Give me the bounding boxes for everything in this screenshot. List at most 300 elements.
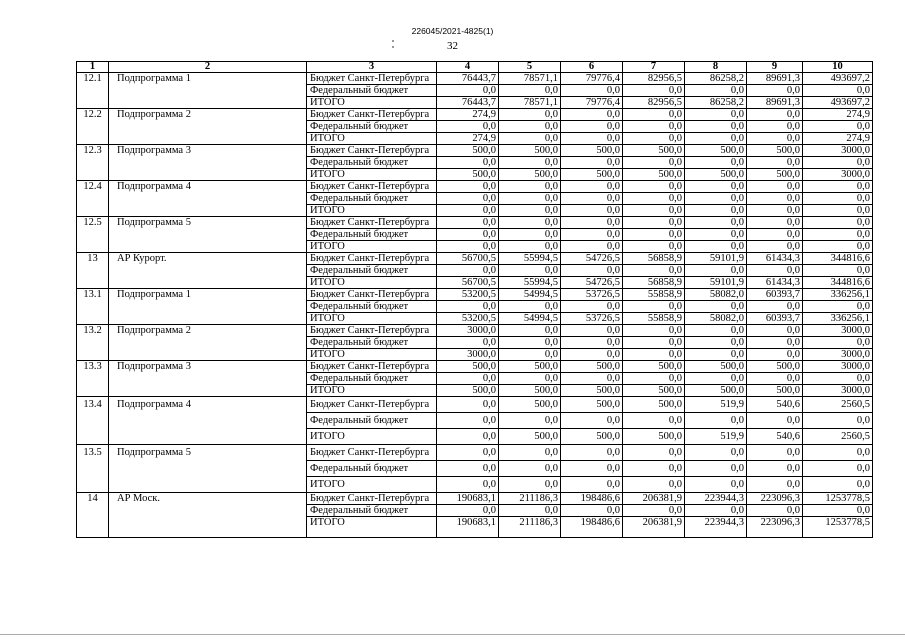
- amount-cell: 1253778,5: [803, 493, 873, 505]
- amount-cell: 0,0: [803, 445, 873, 461]
- funding-source: Бюджет Санкт-Петербурга: [307, 493, 437, 505]
- row-name: АР Курорт.: [109, 253, 307, 289]
- amount-cell: 500,0: [685, 385, 747, 397]
- amount-cell: 0,0: [561, 217, 623, 229]
- amount-cell: 500,0: [437, 169, 499, 181]
- funding-source: Федеральный бюджет: [307, 413, 437, 429]
- table-row: [77, 445, 873, 461]
- amount-cell: 0,0: [623, 193, 685, 205]
- funding-source: Бюджет Санкт-Петербурга: [307, 397, 437, 413]
- amount-cell: 0,0: [561, 301, 623, 313]
- amount-cell: 89691,3: [747, 73, 803, 85]
- amount-cell: 274,9: [803, 133, 873, 145]
- amount-cell: 540,6: [747, 397, 803, 413]
- amount-cell: 0,0: [685, 217, 747, 229]
- amount-cell: 55994,5: [499, 253, 561, 265]
- amount-cell: 0,0: [499, 349, 561, 361]
- amount-cell: 0,0: [747, 301, 803, 313]
- funding-source: Бюджет Санкт-Петербурга: [307, 361, 437, 373]
- amount-cell: 0,0: [623, 265, 685, 277]
- amount-cell: 0,0: [623, 445, 685, 461]
- amount-cell: 198486,6: [561, 493, 623, 505]
- page-edge-line: [0, 634, 905, 635]
- amount-cell: 0,0: [561, 445, 623, 461]
- amount-cell: 0,0: [685, 325, 747, 337]
- amount-cell: 0,0: [747, 205, 803, 217]
- amount-cell: 0,0: [685, 85, 747, 97]
- amount-cell: 0,0: [803, 217, 873, 229]
- amount-cell: 0,0: [623, 85, 685, 97]
- amount-cell: 1253778,5: [803, 517, 873, 538]
- amount-cell: 0,0: [499, 445, 561, 461]
- amount-cell: 500,0: [499, 429, 561, 445]
- amount-cell: 0,0: [747, 133, 803, 145]
- amount-cell: 0,0: [623, 205, 685, 217]
- amount-cell: 0,0: [685, 109, 747, 121]
- amount-cell: 0,0: [685, 229, 747, 241]
- amount-cell: 3000,0: [803, 325, 873, 337]
- amount-cell: 0,0: [499, 337, 561, 349]
- amount-cell: 55994,5: [499, 277, 561, 289]
- amount-cell: 56700,5: [437, 277, 499, 289]
- amount-cell: 0,0: [803, 193, 873, 205]
- amount-cell: 0,0: [803, 477, 873, 493]
- funding-source: Бюджет Санкт-Петербурга: [307, 181, 437, 193]
- amount-cell: 0,0: [561, 133, 623, 145]
- amount-cell: 500,0: [499, 361, 561, 373]
- amount-cell: 198486,6: [561, 517, 623, 538]
- amount-cell: 0,0: [499, 325, 561, 337]
- amount-cell: 500,0: [561, 361, 623, 373]
- amount-cell: 0,0: [437, 265, 499, 277]
- amount-cell: 0,0: [747, 461, 803, 477]
- table-row: [77, 361, 873, 373]
- amount-cell: 2560,5: [803, 397, 873, 413]
- amount-cell: 0,0: [747, 445, 803, 461]
- amount-cell: 78571,1: [499, 73, 561, 85]
- amount-cell: 0,0: [437, 181, 499, 193]
- amount-cell: 500,0: [437, 385, 499, 397]
- amount-cell: 0,0: [747, 181, 803, 193]
- amount-cell: 0,0: [437, 85, 499, 97]
- amount-cell: 0,0: [623, 217, 685, 229]
- funding-source: Федеральный бюджет: [307, 121, 437, 133]
- amount-cell: 0,0: [685, 413, 747, 429]
- column-header: 2: [109, 62, 307, 73]
- amount-cell: 0,0: [561, 337, 623, 349]
- amount-cell: 0,0: [685, 505, 747, 517]
- funding-source: Федеральный бюджет: [307, 461, 437, 477]
- amount-cell: 0,0: [685, 205, 747, 217]
- amount-cell: 53726,5: [561, 289, 623, 301]
- table-body: [77, 73, 873, 538]
- funding-source: Федеральный бюджет: [307, 337, 437, 349]
- amount-cell: 0,0: [803, 373, 873, 385]
- amount-cell: 500,0: [623, 145, 685, 157]
- amount-cell: 519,9: [685, 429, 747, 445]
- column-header: 1: [77, 62, 109, 73]
- amount-cell: 82956,5: [623, 97, 685, 109]
- amount-cell: 0,0: [437, 505, 499, 517]
- amount-cell: 56858,9: [623, 253, 685, 265]
- row-code: 13.5: [77, 445, 109, 493]
- document-number: 226045/2021-4825(1): [411, 26, 494, 36]
- amount-cell: 0,0: [803, 121, 873, 133]
- row-name: Подпрограмма 4: [109, 397, 307, 445]
- amount-cell: 0,0: [623, 413, 685, 429]
- amount-cell: 0,0: [685, 461, 747, 477]
- amount-cell: 78571,1: [499, 97, 561, 109]
- amount-cell: 3000,0: [803, 349, 873, 361]
- amount-cell: 0,0: [437, 413, 499, 429]
- funding-source: Бюджет Санкт-Петербурга: [307, 109, 437, 121]
- amount-cell: 211186,3: [499, 517, 561, 538]
- amount-cell: 0,0: [803, 205, 873, 217]
- amount-cell: 0,0: [685, 445, 747, 461]
- amount-cell: 0,0: [437, 121, 499, 133]
- amount-cell: 500,0: [499, 385, 561, 397]
- column-number-row: [77, 62, 873, 73]
- funding-source: ИТОГО: [307, 429, 437, 445]
- amount-cell: 0,0: [499, 121, 561, 133]
- funding-source: Федеральный бюджет: [307, 505, 437, 517]
- table-row: [77, 181, 873, 193]
- page-number: 32: [447, 40, 458, 52]
- amount-cell: 500,0: [499, 169, 561, 181]
- funding-source: Федеральный бюджет: [307, 85, 437, 97]
- amount-cell: 0,0: [803, 461, 873, 477]
- amount-cell: 336256,1: [803, 313, 873, 325]
- column-header: 7: [623, 62, 685, 73]
- amount-cell: 3000,0: [437, 325, 499, 337]
- amount-cell: 500,0: [623, 385, 685, 397]
- column-header: 9: [747, 62, 803, 73]
- amount-cell: 60393,7: [747, 289, 803, 301]
- row-name: Подпрограмма 4: [109, 181, 307, 217]
- amount-cell: 0,0: [561, 229, 623, 241]
- table-row: [77, 325, 873, 337]
- amount-cell: 500,0: [437, 361, 499, 373]
- column-header: 4: [437, 62, 499, 73]
- funding-source: ИТОГО: [307, 169, 437, 181]
- amount-cell: 500,0: [747, 145, 803, 157]
- row-name: Подпрограмма 5: [109, 445, 307, 493]
- amount-cell: 0,0: [685, 241, 747, 253]
- row-name: Подпрограмма 5: [109, 217, 307, 253]
- row-code: 13.1: [77, 289, 109, 325]
- amount-cell: 0,0: [623, 373, 685, 385]
- amount-cell: 500,0: [499, 397, 561, 413]
- row-name: Подпрограмма 2: [109, 325, 307, 361]
- amount-cell: 54726,5: [561, 253, 623, 265]
- amount-cell: 0,0: [747, 413, 803, 429]
- amount-cell: 274,9: [803, 109, 873, 121]
- amount-cell: 0,0: [561, 373, 623, 385]
- amount-cell: 0,0: [623, 337, 685, 349]
- amount-cell: 0,0: [803, 505, 873, 517]
- amount-cell: 53726,5: [561, 313, 623, 325]
- amount-cell: 3000,0: [803, 361, 873, 373]
- amount-cell: 274,9: [437, 133, 499, 145]
- table-row: [77, 145, 873, 157]
- amount-cell: 0,0: [561, 505, 623, 517]
- amount-cell: 500,0: [623, 169, 685, 181]
- amount-cell: 500,0: [685, 145, 747, 157]
- table-row: [77, 253, 873, 265]
- table-row: [77, 73, 873, 85]
- amount-cell: 0,0: [437, 205, 499, 217]
- amount-cell: 0,0: [499, 85, 561, 97]
- amount-cell: 0,0: [561, 205, 623, 217]
- funding-source: Бюджет Санкт-Петербурга: [307, 289, 437, 301]
- amount-cell: 223096,3: [747, 493, 803, 505]
- amount-cell: 0,0: [803, 181, 873, 193]
- amount-cell: 336256,1: [803, 289, 873, 301]
- amount-cell: 500,0: [623, 361, 685, 373]
- table-row: [77, 397, 873, 413]
- amount-cell: 0,0: [499, 109, 561, 121]
- row-code: 14: [77, 493, 109, 538]
- amount-cell: 0,0: [685, 337, 747, 349]
- funding-source: ИТОГО: [307, 205, 437, 217]
- row-code: 13.4: [77, 397, 109, 445]
- amount-cell: 0,0: [803, 157, 873, 169]
- scan-speck: [392, 40, 394, 42]
- amount-cell: 0,0: [747, 85, 803, 97]
- amount-cell: 0,0: [623, 349, 685, 361]
- row-code: 12.3: [77, 145, 109, 181]
- amount-cell: 0,0: [437, 397, 499, 413]
- amount-cell: 0,0: [437, 229, 499, 241]
- amount-cell: 60393,7: [747, 313, 803, 325]
- amount-cell: 0,0: [437, 477, 499, 493]
- amount-cell: 0,0: [561, 109, 623, 121]
- amount-cell: 0,0: [561, 325, 623, 337]
- amount-cell: 61434,3: [747, 253, 803, 265]
- amount-cell: 0,0: [747, 121, 803, 133]
- amount-cell: 0,0: [803, 229, 873, 241]
- funding-source: Бюджет Санкт-Петербурга: [307, 325, 437, 337]
- column-header: 6: [561, 62, 623, 73]
- amount-cell: 500,0: [499, 145, 561, 157]
- funding-source: ИТОГО: [307, 133, 437, 145]
- funding-source: ИТОГО: [307, 277, 437, 289]
- amount-cell: 0,0: [685, 181, 747, 193]
- table-row: [77, 289, 873, 301]
- amount-cell: 0,0: [747, 505, 803, 517]
- amount-cell: 0,0: [685, 373, 747, 385]
- amount-cell: 0,0: [623, 325, 685, 337]
- amount-cell: 54726,5: [561, 277, 623, 289]
- amount-cell: 0,0: [803, 337, 873, 349]
- amount-cell: 0,0: [685, 477, 747, 493]
- amount-cell: 500,0: [747, 169, 803, 181]
- amount-cell: 0,0: [437, 373, 499, 385]
- amount-cell: 274,9: [437, 109, 499, 121]
- amount-cell: 79776,4: [561, 97, 623, 109]
- amount-cell: 0,0: [685, 157, 747, 169]
- amount-cell: 0,0: [623, 229, 685, 241]
- table-row: [77, 493, 873, 505]
- amount-cell: 0,0: [685, 193, 747, 205]
- amount-cell: 56700,5: [437, 253, 499, 265]
- amount-cell: 0,0: [499, 265, 561, 277]
- amount-cell: 0,0: [623, 109, 685, 121]
- amount-cell: 0,0: [747, 349, 803, 361]
- amount-cell: 0,0: [499, 241, 561, 253]
- column-header: 10: [803, 62, 873, 73]
- amount-cell: 56858,9: [623, 277, 685, 289]
- amount-cell: 0,0: [499, 157, 561, 169]
- funding-source: Федеральный бюджет: [307, 229, 437, 241]
- funding-source: Федеральный бюджет: [307, 265, 437, 277]
- amount-cell: 0,0: [747, 241, 803, 253]
- amount-cell: 519,9: [685, 397, 747, 413]
- amount-cell: 2560,5: [803, 429, 873, 445]
- amount-cell: 0,0: [499, 477, 561, 493]
- amount-cell: 0,0: [685, 301, 747, 313]
- funding-source: Бюджет Санкт-Петербурга: [307, 253, 437, 265]
- amount-cell: 500,0: [437, 145, 499, 157]
- amount-cell: 3000,0: [803, 385, 873, 397]
- amount-cell: 0,0: [803, 301, 873, 313]
- amount-cell: 190683,1: [437, 517, 499, 538]
- amount-cell: 0,0: [747, 337, 803, 349]
- amount-cell: 58082,0: [685, 289, 747, 301]
- amount-cell: 76443,7: [437, 73, 499, 85]
- amount-cell: 3000,0: [803, 145, 873, 157]
- row-code: 12.1: [77, 73, 109, 109]
- amount-cell: 493697,2: [803, 73, 873, 85]
- amount-cell: 0,0: [561, 477, 623, 493]
- amount-cell: 0,0: [499, 217, 561, 229]
- amount-cell: 0,0: [499, 413, 561, 429]
- funding-source: Бюджет Санкт-Петербурга: [307, 73, 437, 85]
- amount-cell: 76443,7: [437, 97, 499, 109]
- amount-cell: 223944,3: [685, 517, 747, 538]
- amount-cell: 0,0: [685, 349, 747, 361]
- amount-cell: 206381,9: [623, 493, 685, 505]
- amount-cell: 0,0: [499, 181, 561, 193]
- amount-cell: 0,0: [561, 265, 623, 277]
- amount-cell: 500,0: [747, 385, 803, 397]
- funding-source: ИТОГО: [307, 241, 437, 253]
- amount-cell: 0,0: [499, 505, 561, 517]
- amount-cell: 0,0: [747, 109, 803, 121]
- table-row: [77, 217, 873, 229]
- amount-cell: 55858,9: [623, 289, 685, 301]
- funding-source: ИТОГО: [307, 477, 437, 493]
- funding-source: Федеральный бюджет: [307, 373, 437, 385]
- amount-cell: 500,0: [561, 429, 623, 445]
- amount-cell: 0,0: [685, 265, 747, 277]
- funding-source: ИТОГО: [307, 385, 437, 397]
- amount-cell: 53200,5: [437, 313, 499, 325]
- amount-cell: 0,0: [499, 373, 561, 385]
- amount-cell: 0,0: [623, 477, 685, 493]
- amount-cell: 0,0: [747, 477, 803, 493]
- amount-cell: 0,0: [499, 461, 561, 477]
- funding-source: ИТОГО: [307, 313, 437, 325]
- row-code: 12.4: [77, 181, 109, 217]
- amount-cell: 500,0: [747, 361, 803, 373]
- column-header: 3: [307, 62, 437, 73]
- amount-cell: 86258,2: [685, 73, 747, 85]
- amount-cell: 0,0: [747, 325, 803, 337]
- funding-source: Бюджет Санкт-Петербурга: [307, 217, 437, 229]
- amount-cell: 0,0: [747, 157, 803, 169]
- row-code: 13.3: [77, 361, 109, 397]
- amount-cell: 0,0: [499, 205, 561, 217]
- funding-source: ИТОГО: [307, 97, 437, 109]
- row-name: Подпрограмма 1: [109, 289, 307, 325]
- amount-cell: 0,0: [561, 413, 623, 429]
- amount-cell: 223944,3: [685, 493, 747, 505]
- amount-cell: 0,0: [685, 133, 747, 145]
- amount-cell: 0,0: [803, 265, 873, 277]
- row-name: АР Моск.: [109, 493, 307, 538]
- amount-cell: 0,0: [747, 265, 803, 277]
- amount-cell: 0,0: [623, 121, 685, 133]
- amount-cell: 3000,0: [803, 169, 873, 181]
- amount-cell: 0,0: [437, 461, 499, 477]
- amount-cell: 500,0: [623, 429, 685, 445]
- amount-cell: 0,0: [561, 121, 623, 133]
- table-row: [77, 109, 873, 121]
- amount-cell: 0,0: [499, 133, 561, 145]
- amount-cell: 58082,0: [685, 313, 747, 325]
- amount-cell: 0,0: [437, 217, 499, 229]
- amount-cell: 0,0: [437, 301, 499, 313]
- amount-cell: 500,0: [561, 145, 623, 157]
- amount-cell: 0,0: [437, 241, 499, 253]
- amount-cell: 59101,9: [685, 253, 747, 265]
- amount-cell: 0,0: [499, 229, 561, 241]
- amount-cell: 54994,5: [499, 289, 561, 301]
- amount-cell: 0,0: [437, 445, 499, 461]
- amount-cell: 0,0: [747, 373, 803, 385]
- amount-cell: 0,0: [747, 193, 803, 205]
- amount-cell: 0,0: [561, 461, 623, 477]
- amount-cell: 540,6: [747, 429, 803, 445]
- amount-cell: 0,0: [561, 349, 623, 361]
- amount-cell: 0,0: [561, 193, 623, 205]
- scan-speck: [392, 46, 394, 48]
- amount-cell: 0,0: [499, 193, 561, 205]
- amount-cell: 79776,4: [561, 73, 623, 85]
- amount-cell: 223096,3: [747, 517, 803, 538]
- amount-cell: 190683,1: [437, 493, 499, 505]
- amount-cell: 344816,6: [803, 277, 873, 289]
- budget-table: [76, 61, 873, 538]
- row-name: Подпрограмма 1: [109, 73, 307, 109]
- funding-source: Федеральный бюджет: [307, 301, 437, 313]
- amount-cell: 0,0: [623, 241, 685, 253]
- amount-cell: 211186,3: [499, 493, 561, 505]
- amount-cell: 82956,5: [623, 73, 685, 85]
- row-name: Подпрограмма 2: [109, 109, 307, 145]
- amount-cell: 54994,5: [499, 313, 561, 325]
- amount-cell: 0,0: [561, 85, 623, 97]
- amount-cell: 0,0: [747, 217, 803, 229]
- amount-cell: 0,0: [623, 301, 685, 313]
- row-code: 12.2: [77, 109, 109, 145]
- amount-cell: 344816,6: [803, 253, 873, 265]
- amount-cell: 0,0: [499, 301, 561, 313]
- amount-cell: 0,0: [623, 505, 685, 517]
- funding-source: Федеральный бюджет: [307, 157, 437, 169]
- row-name: Подпрограмма 3: [109, 361, 307, 397]
